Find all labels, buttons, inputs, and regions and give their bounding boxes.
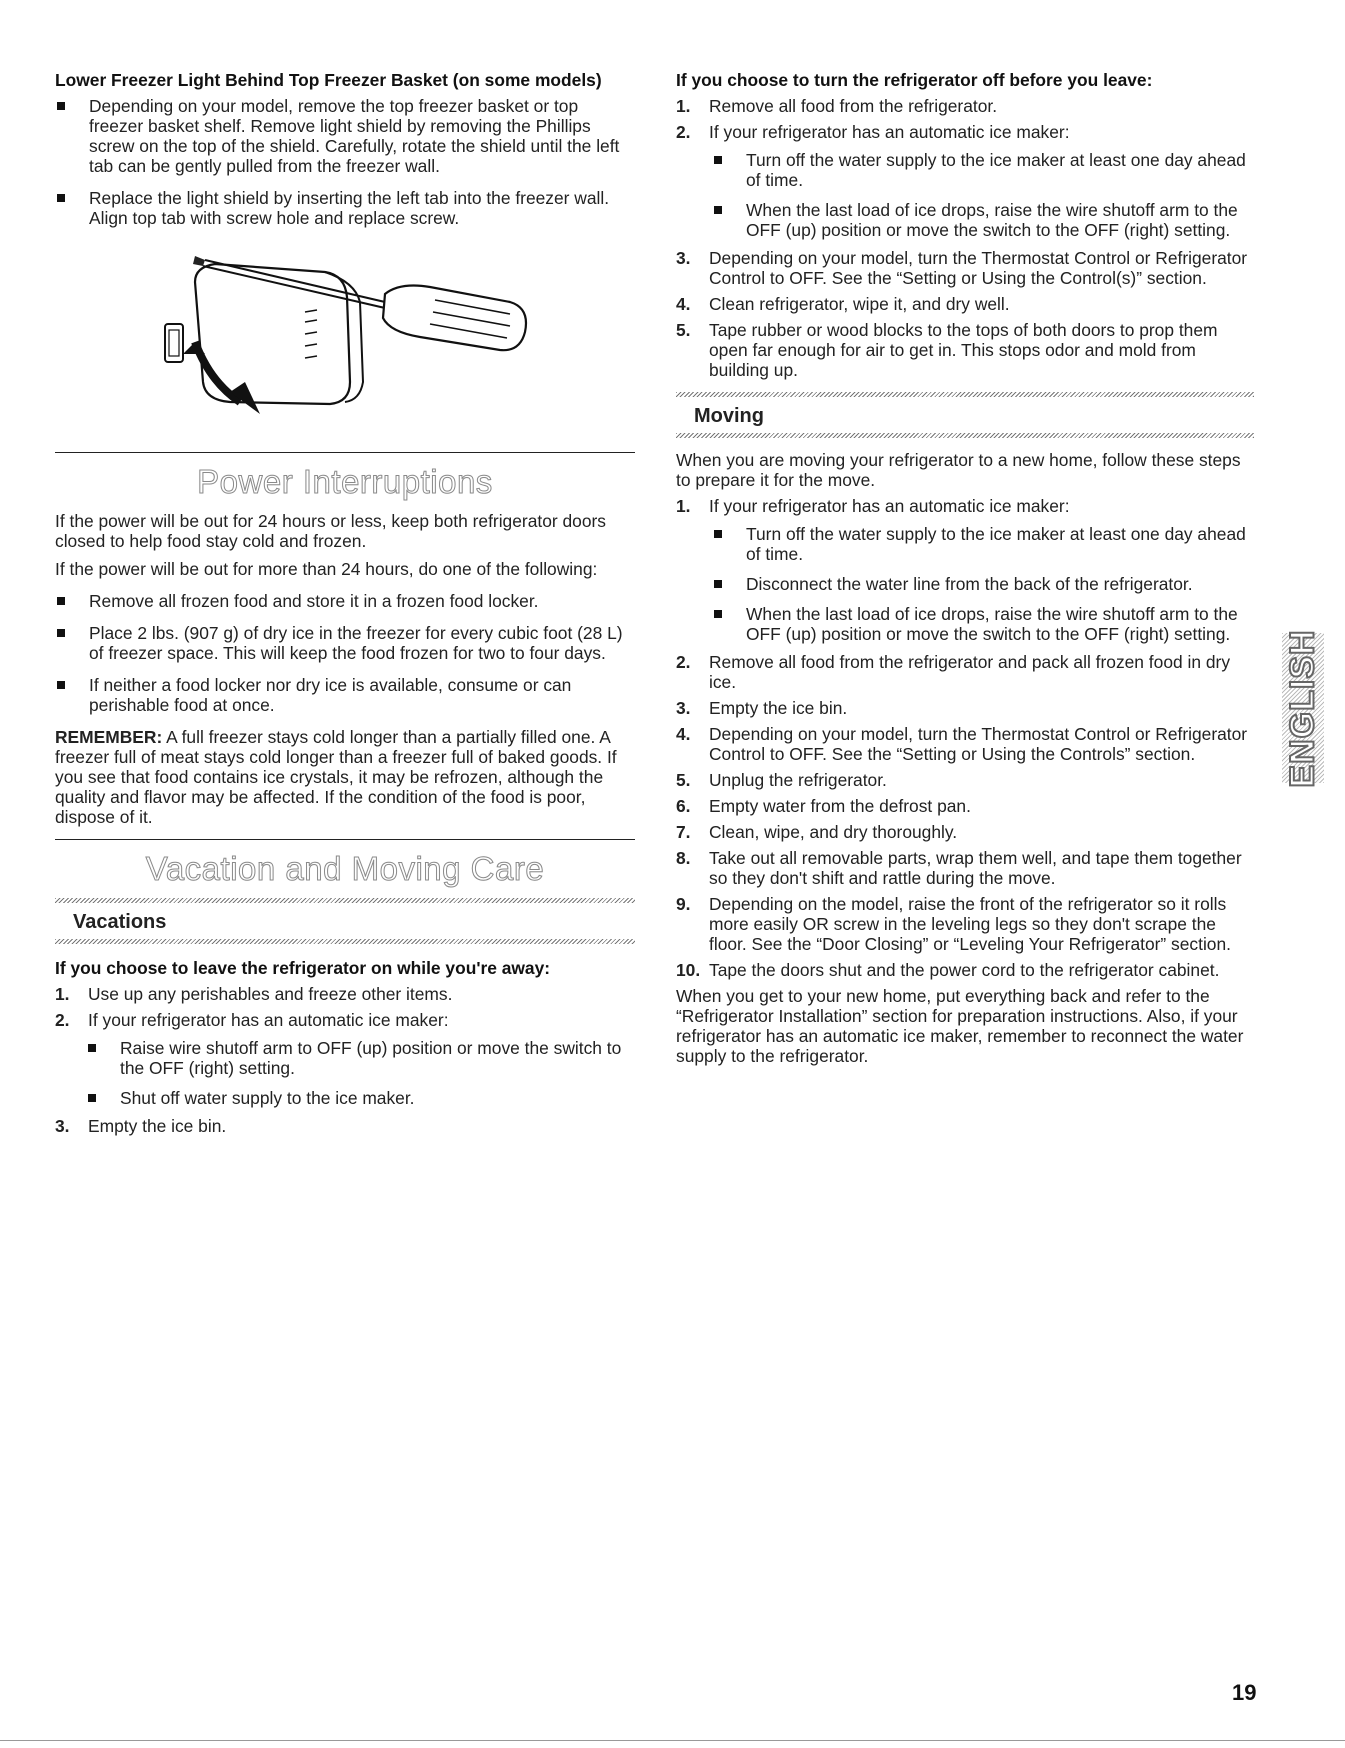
light-heading: Lower Freezer Light Behind Top Freezer Basket (on some models)	[55, 70, 602, 90]
vacation-on-heading: If you choose to leave the refrigerator on while you're away:	[55, 958, 551, 978]
numbered-step: 4. Clean refrigerator, wipe it, and dry well.	[676, 294, 1010, 314]
hatch-divider	[676, 392, 1254, 397]
power-bullet: Remove all frozen food and store it in a frozen food locker.	[55, 591, 635, 611]
sub-bullet: Disconnect the water line from the back of the refrigerator.	[712, 574, 1254, 594]
numbered-step: 1. Use up any perishables and freeze other items.	[55, 984, 453, 1004]
section-rule	[55, 839, 635, 840]
numbered-step: 10. Tape the doors shut and the power cord to the refrigerator cabinet.	[676, 960, 1220, 980]
moving-closing: When you get to your new home, put everything back and refer to the “Refrigerator Installation” section for preparation instructions. Also, if your refrigerator has an automatic ice maker, remember to reconnect the water supply to the refrigerator.	[676, 986, 1244, 1066]
numbered-step: 3. Empty the ice bin.	[55, 1116, 227, 1136]
moving-intro: When you are moving your refrigerator to a new home, follow these steps to prepare it for the move.	[676, 450, 1241, 490]
power-paragraph: If the power will be out for more than 24 hours, do one of the following:	[55, 559, 598, 579]
numbered-step: 4. Depending on your model, turn the Thermostat Control or Refrigerator Control to OFF. See the “Setting or Using the Controls” section.	[676, 724, 1248, 764]
vacation-moving-title: Vacation and Moving Care	[145, 850, 545, 887]
hatch-divider	[55, 898, 635, 903]
vacation-off-heading: If you choose to turn the refrigerator off before you leave:	[676, 70, 1153, 90]
sub-bullet: When the last load of ice drops, raise the wire shutoff arm to the OFF (up) position or move the switch to the OFF (right) setting.	[712, 604, 1254, 644]
numbered-step: 3. Empty the ice bin.	[676, 698, 848, 718]
numbered-step: 1. Remove all food from the refrigerator.	[676, 96, 998, 116]
light-bullet: Depending on your model, remove the top freezer basket or top freezer basket shelf. Remove light shield by removing the Phillips screw on the top of the shield. Carefully, rotate the shield until the left tab can be gently pulled from the freezer wall.	[55, 96, 635, 176]
hatch-divider	[676, 433, 1254, 438]
power-bullet: Place 2 lbs. (907 g) of dry ice in the freezer for every cubic foot (28 L) of freezer space. This will keep the food frozen for two to four days.	[55, 623, 635, 663]
power-paragraph: If the power will be out for 24 hours or less, keep both refrigerator doors closed to help food stay cold and frozen.	[55, 511, 606, 551]
right-column	[676, 70, 1254, 1066]
numbered-step: 9. Depending on the model, raise the front of the refrigerator so it rolls more easily OR screw in the leveling legs so they don't scrape the floor. See the “Door Closing” or “Leveling Your Refrigerator” section.	[676, 894, 1231, 954]
page-number: 19	[1232, 1680, 1257, 1705]
sub-bullet: Shut off water supply to the ice maker.	[86, 1088, 635, 1108]
numbered-step: 5. Unplug the refrigerator.	[676, 770, 887, 790]
numbered-step: 6. Empty water from the defrost pan.	[676, 796, 971, 816]
power-interruptions-title: Power Interruptions	[197, 463, 493, 500]
numbered-step: 1. If your refrigerator has an automatic ice maker:	[676, 496, 1070, 516]
language-tab-label: ENGLISH	[1283, 628, 1322, 788]
moving-heading: Moving	[694, 405, 764, 427]
numbered-step: 8. Take out all removable parts, wrap them well, and tape them together so they don't shift and rattle during the move.	[676, 848, 1242, 888]
remember-text: A full freezer stays cold longer than a partially filled one. A freezer full of meat stays cold longer than a freezer full of baked goods. If you see that food contains ice crystals, it may be refrozen, although the quality and flavor may be affected. If the condition of the food is poor, dispose of it.	[55, 727, 617, 827]
numbered-step: 3. Depending on your model, turn the Thermostat Control or Refrigerator Control to OFF. See the “Setting or Using the Control(s)” section.	[676, 248, 1248, 288]
numbered-step: 2. Remove all food from the refrigerator and pack all frozen food in dry ice.	[676, 652, 1231, 692]
left-column	[55, 70, 635, 1136]
sub-bullet: Raise wire shutoff arm to OFF (up) position or move the switch to the OFF (right) setting.	[86, 1038, 635, 1078]
numbered-step: 2. If your refrigerator has an automatic ice maker:	[55, 1010, 449, 1030]
sub-bullet: Turn off the water supply to the ice maker at least one day ahead of time.	[712, 150, 1254, 190]
bottom-edge-line	[0, 1740, 1345, 1741]
numbered-step: 2. If your refrigerator has an automatic ice maker:	[676, 122, 1070, 142]
remember-label: REMEMBER:	[55, 727, 163, 747]
remember-paragraph	[55, 727, 635, 827]
power-bullet: If neither a food locker nor dry ice is available, consume or can perishable food at once.	[55, 675, 635, 715]
language-tab-label-wrap	[1282, 628, 1324, 788]
light-bullet: Replace the light shield by inserting the left tab into the freezer wall. Align top tab with screw hole and replace screw.	[55, 188, 635, 228]
numbered-step: 5. Tape rubber or wood blocks to the tops of both doors to prop them open far enough for air to get in. This stops odor and mold from building up.	[676, 320, 1218, 380]
sub-bullet: Turn off the water supply to the ice maker at least one day ahead of time.	[712, 524, 1254, 564]
sub-bullet: When the last load of ice drops, raise the wire shutoff arm to the OFF (up) position or move the switch to the OFF (right) setting.	[712, 200, 1254, 240]
section-rule	[55, 452, 635, 453]
light-shield-illustration	[55, 242, 635, 432]
vacations-heading: Vacations	[73, 911, 167, 933]
hatch-divider	[55, 939, 635, 944]
numbered-step: 7. Clean, wipe, and dry thoroughly.	[676, 822, 958, 842]
